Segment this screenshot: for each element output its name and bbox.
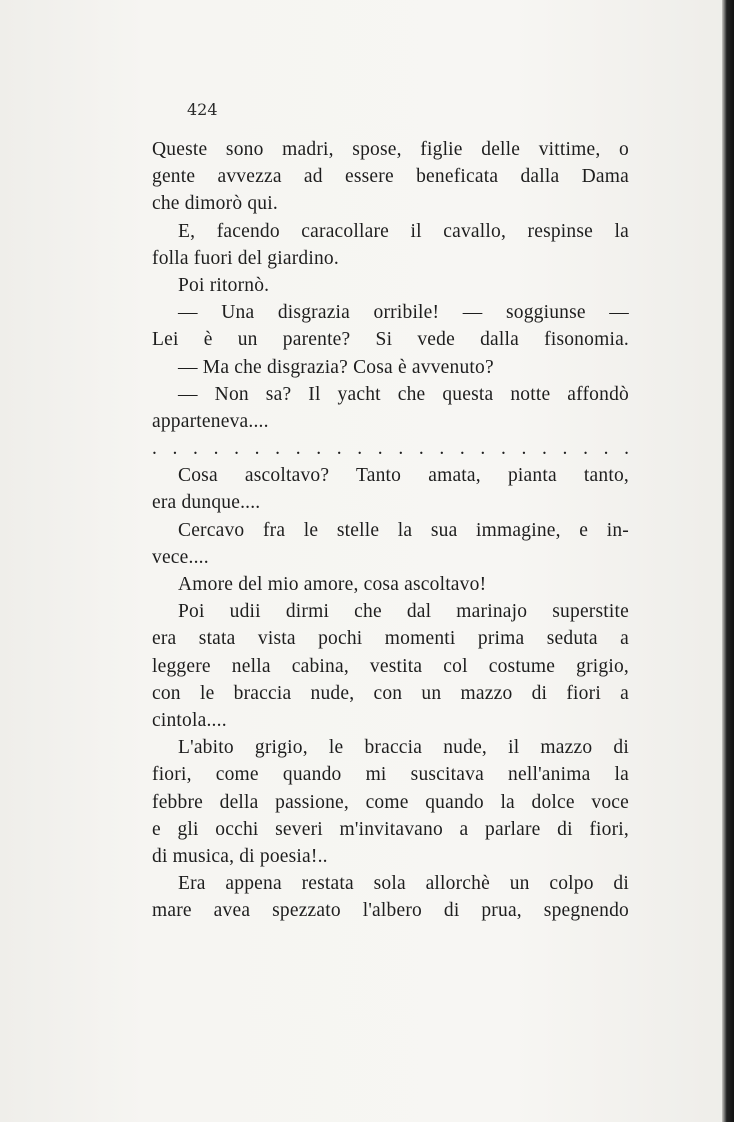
text-line: mare avea spezzato l'albero di prua, spegnendo	[152, 900, 629, 922]
text-line: Poi udii dirmi che dal marinajo superstite	[178, 601, 629, 623]
page-edge	[722, 0, 734, 1122]
text-line: cintola....	[152, 709, 227, 731]
text-line: fiori, come quando mi suscitava nell'anima la	[152, 764, 629, 786]
text-line: Lei è un parente? Si vede dalla fisonomia.	[152, 329, 629, 351]
text-line: vece....	[152, 546, 209, 568]
text-line: era stata vista pochi momenti prima seduta a	[152, 628, 629, 650]
text-line: Queste sono madri, spose, figlie delle vittime, o	[152, 139, 629, 160]
text-line: gente avvezza ad essere beneficata dalla Dama	[152, 166, 629, 188]
text-line: folla fuori del giardino.	[152, 247, 339, 269]
text-line: Cercavo fra le stelle la sua immagine, e in-	[178, 519, 629, 541]
text-line: apparteneva....	[152, 410, 269, 432]
text-line: — Ma che disgrazia? Cosa è avvenuto?	[178, 356, 494, 378]
text-line: febbre della passione, come quando la dolce voce	[152, 791, 629, 813]
text-line: Cosa ascoltavo? Tanto amata, pianta tanto,	[178, 465, 629, 487]
text-line: Amore del mio amore, cosa ascoltavo!	[178, 574, 487, 595]
page-number: 424	[187, 100, 218, 119]
text-line: e gli occhi severi m'invitavano a parlare di fiori,	[152, 818, 629, 840]
text-line: con le braccia nude, con un mazzo di fiori a	[152, 682, 629, 704]
text-line: Era appena restata sola allorchè un colpo di	[178, 873, 629, 895]
text-line: di musica, di poesia!..	[152, 845, 328, 867]
ellipsis-separator: . . . . . . . . . . . . . . . . . . . . . . . .	[152, 438, 629, 460]
body-text	[152, 136, 629, 924]
text-line: E, facendo caracollare il cavallo, respinse la	[178, 220, 629, 242]
text-line: Poi ritornò.	[178, 274, 270, 296]
text-line: che dimorò qui.	[152, 193, 278, 215]
text-line: — Non sa? Il yacht che questa notte affondò	[178, 383, 629, 405]
text-line: — Una disgrazia orribile! — soggiunse —	[178, 302, 629, 324]
text-line: era dunque....	[152, 492, 261, 514]
text-line: leggere nella cabina, vestita col costume grigio,	[152, 655, 629, 677]
text-line: L'abito grigio, le braccia nude, il mazzo di	[178, 737, 629, 759]
